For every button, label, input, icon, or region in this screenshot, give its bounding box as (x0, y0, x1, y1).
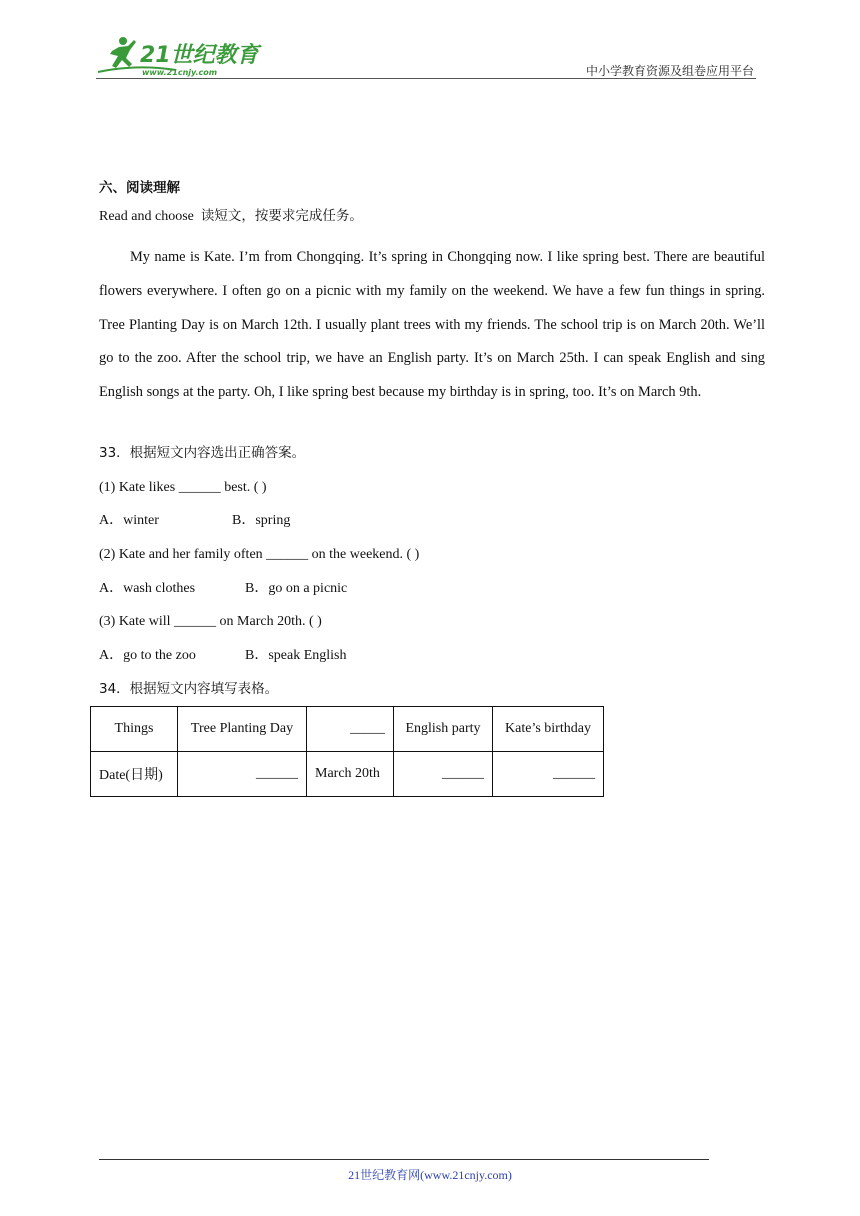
svg-text:www.21cnjy.com: www.21cnjy.com (142, 68, 218, 77)
header-rule (96, 78, 756, 79)
option-b: B．spring (232, 513, 291, 528)
table-cell: Date(日期) (91, 752, 178, 797)
table-cell: Things (91, 707, 178, 752)
section-title: 六、阅读理解 (99, 180, 180, 196)
platform-name: 中小学教育资源及组卷应用平台 (585, 64, 754, 78)
passage-text: My name is Kate. I’m from Chongqing. It’s spring in Chongqing now. I like spring best. There are beautiful flowers everywhere. I often go on a picnic with my family on the weekend. We have a few fun things in spring. Tree Planting Day is on March 12th. I usually plant trees with my friends. The school trip is on March 20th. We’ll go to the zoo. After the school trip, we have an English party. It’s on March 25th. I can speak English and sing English songs at the party. Oh, I like spring best because my birthday is in spring, too. It’s on March 9th. (99, 249, 765, 401)
table-cell-blank: ______ (493, 752, 604, 797)
page-footer: 21世纪教育网(www.21cnjy.com) (348, 1168, 512, 1182)
table-cell-blank: ______ (394, 752, 493, 797)
table-row (91, 752, 604, 797)
table-cell-blank: ______ (178, 752, 307, 797)
option-b: B．go on a picnic (245, 581, 348, 596)
question-34-stem: 34．根据短文内容填写表格。 (99, 681, 279, 697)
table-cell-blank: _____ (307, 707, 394, 752)
question-33-2: (2) Kate and her family often ______ on the weekend. ( ) (99, 547, 420, 562)
table-cell: Kate’s birthday (493, 707, 604, 752)
option-a: A．go to the zoo (99, 648, 196, 663)
page-header (96, 32, 756, 80)
question-33-3: (3) Kate will ______ on March 20th. ( ) (99, 614, 322, 629)
question-33-1: (1) Kate likes ______ best. ( ) (99, 480, 267, 495)
option-a: A．winter (99, 513, 159, 528)
instruction-cn: 读短文，按要求完成任务。 (200, 208, 363, 224)
instruction (99, 207, 363, 226)
option-b: B．speak English (245, 648, 347, 663)
table-cell: March 20th (307, 752, 394, 797)
option-a: A．wash clothes (99, 581, 196, 596)
table-cell: English party (394, 707, 493, 752)
question-33-stem: 33．根据短文内容选出正确答案。 (99, 445, 306, 461)
instruction-en: Read and choose (99, 209, 194, 224)
logo-21cnjy (96, 34, 266, 78)
table-row (91, 707, 604, 752)
svg-text:21世纪教育: 21世纪教育 (140, 43, 259, 68)
table-cell: Tree Planting Day (178, 707, 307, 752)
footer-rule (99, 1159, 709, 1160)
fill-in-table (90, 706, 604, 797)
